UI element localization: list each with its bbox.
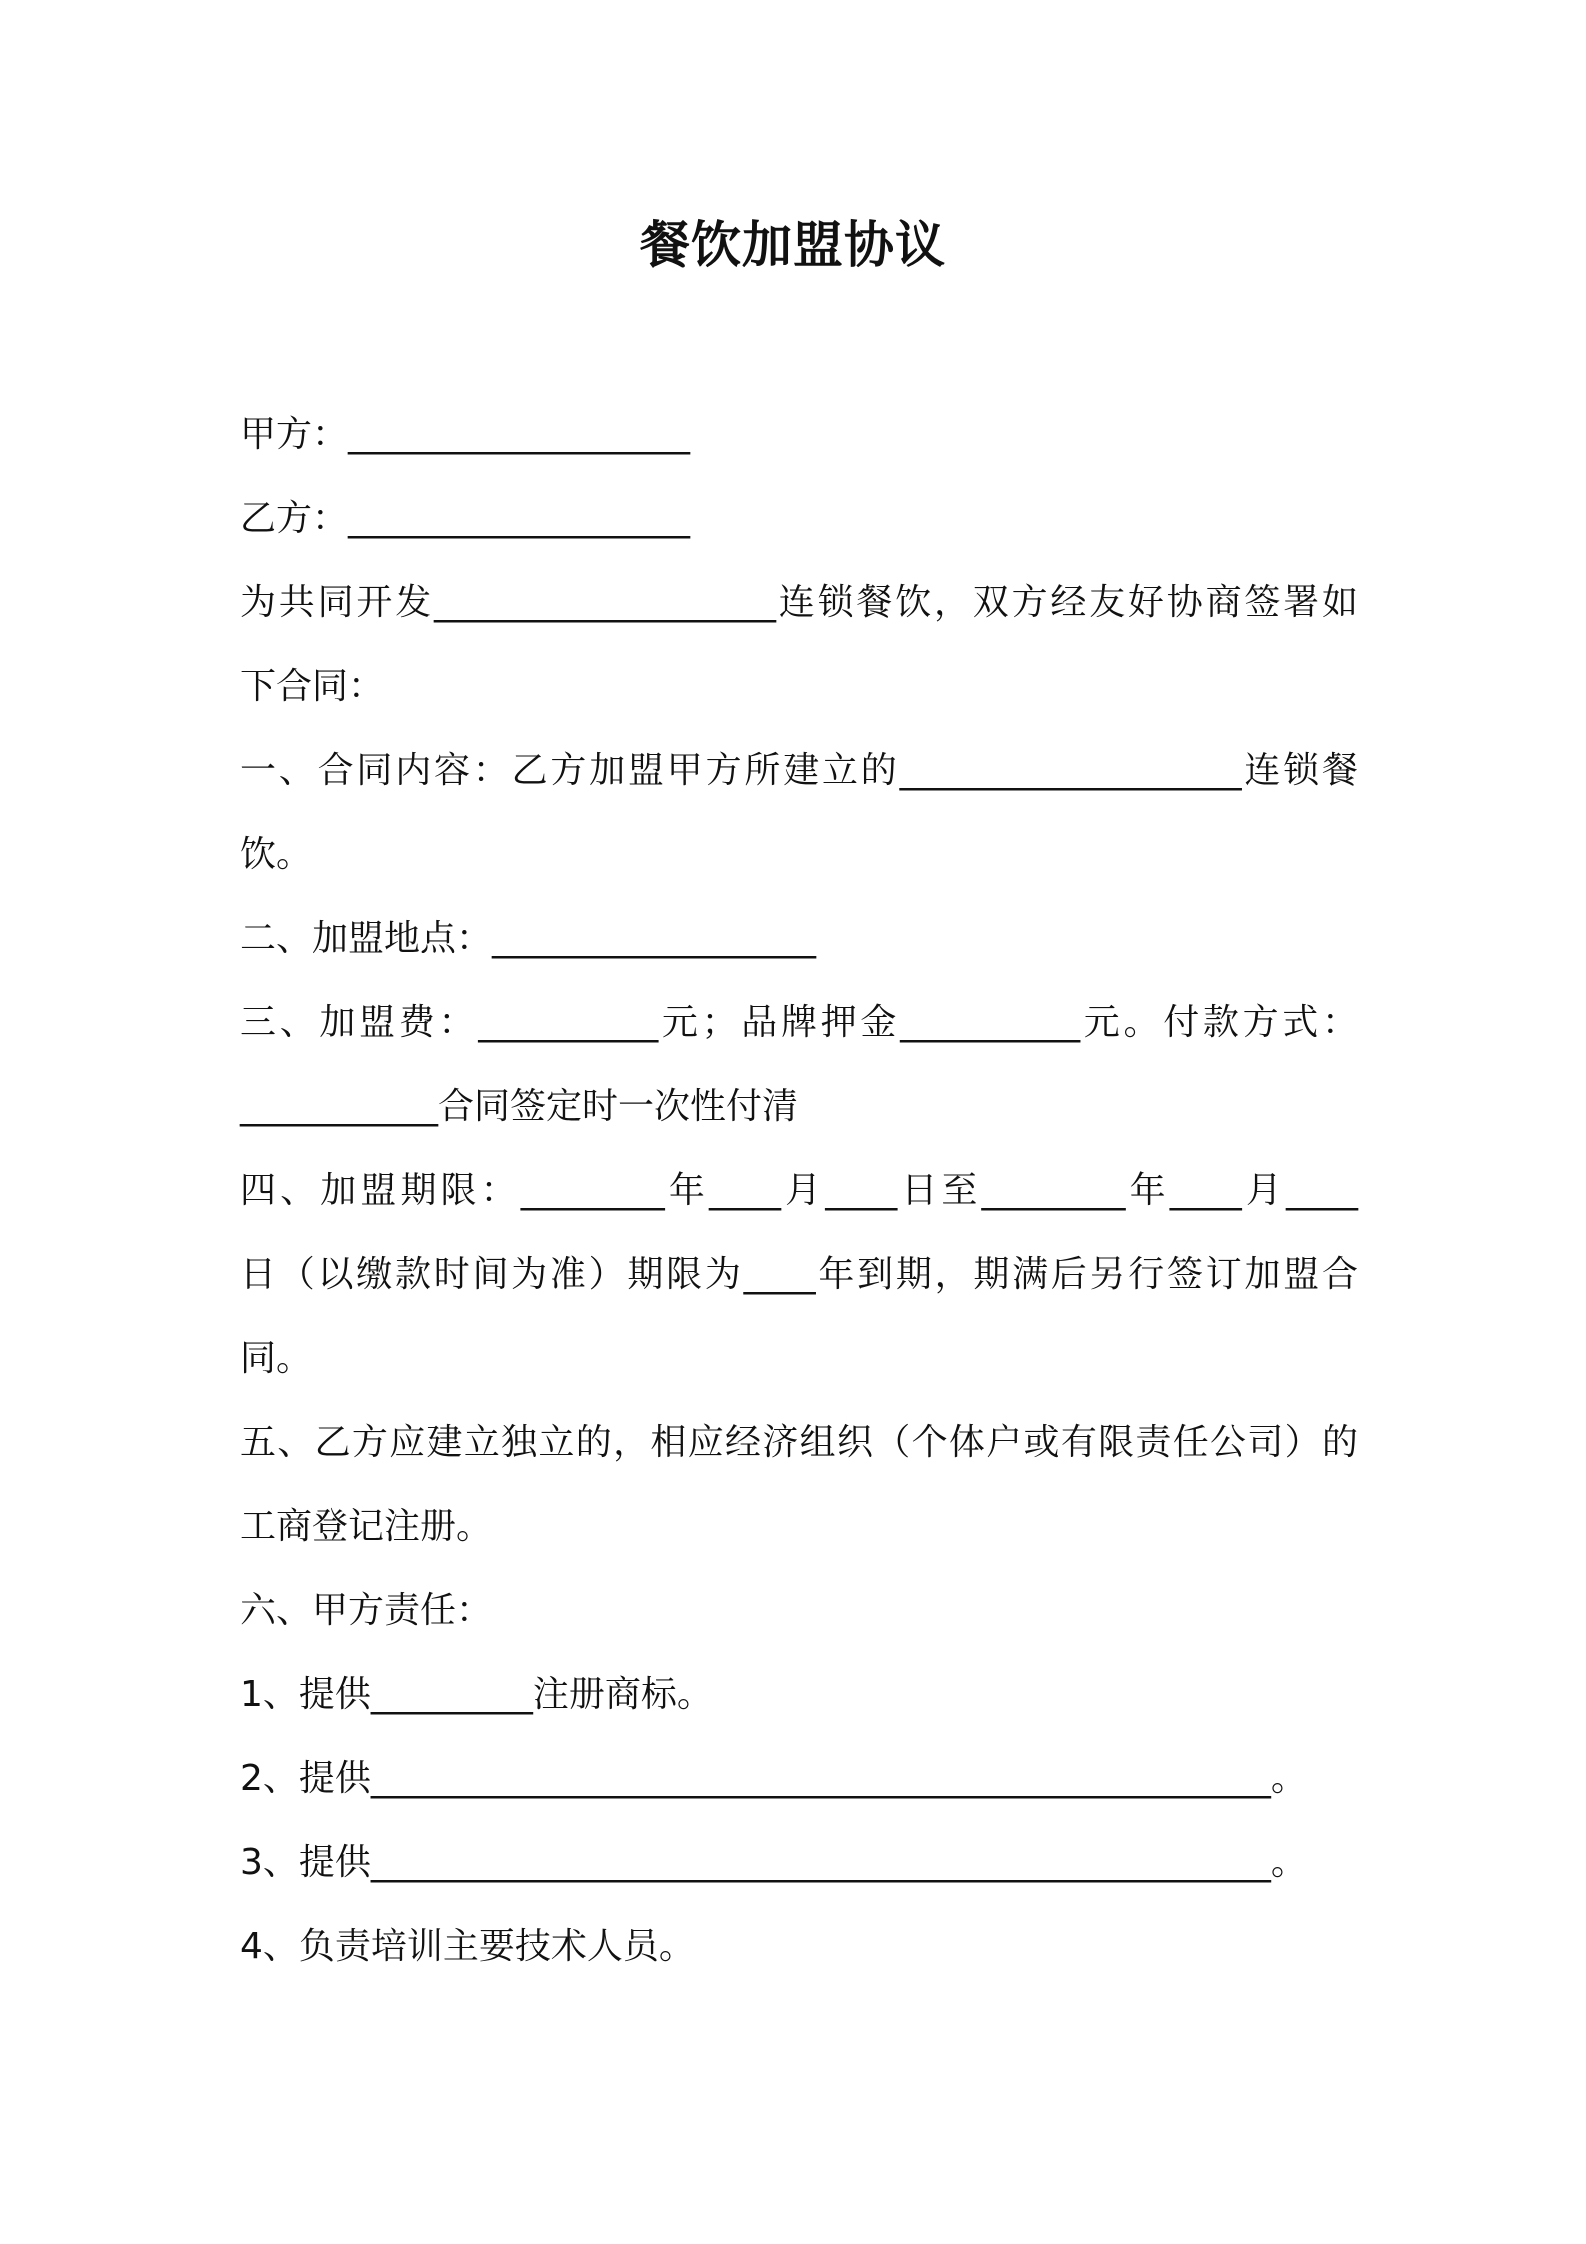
duty-item-3: 3、提供__________________________________________________。 xyxy=(240,1842,1307,1883)
clause-6-heading: 六、甲方责任： xyxy=(240,1590,493,1631)
clause-4-line-2: 日（以缴款时间为准）期限为____年到期，期满后另行签订加盟合 xyxy=(240,1254,1358,1295)
duty-item-4: 4、负责培训主要技术人员。 xyxy=(240,1926,695,1967)
duty-item-1: 1、提供_________注册商标。 xyxy=(240,1674,713,1715)
clause-1-line-1: 一、合同内容：乙方加盟甲方所建立的___________________连锁餐 xyxy=(240,750,1358,791)
clause-2-line: 二、加盟地点：__________________ xyxy=(240,918,817,959)
clause-4-line-1: 四、加盟期限：________年____月____日至________年____月____ xyxy=(240,1170,1358,1211)
clause-3-line-1: 三、加盟费：__________元；品牌押金__________元。付款方式： xyxy=(240,1002,1358,1043)
clause-5-line-2: 工商登记注册。 xyxy=(240,1506,493,1547)
clause-5-line-1: 五、乙方应建立独立的，相应经济组织（个体户或有限责任公司）的 xyxy=(240,1422,1358,1463)
clause-3-line-2: ___________合同签定时一次性付清 xyxy=(240,1086,799,1127)
document-title: 餐饮加盟协议 xyxy=(640,216,946,274)
clause-1-line-2: 饮。 xyxy=(240,834,313,875)
duty-item-2: 2、提供__________________________________________________。 xyxy=(240,1758,1307,1799)
preamble-line-2: 下合同： xyxy=(240,666,385,707)
party-b-line: 乙方：___________________ xyxy=(240,498,691,539)
party-a-line: 甲方：___________________ xyxy=(240,414,691,455)
clause-4-line-3: 同。 xyxy=(240,1338,313,1379)
preamble-line-1: 为共同开发___________________连锁餐饮，双方经友好协商签署如 xyxy=(240,582,1358,623)
